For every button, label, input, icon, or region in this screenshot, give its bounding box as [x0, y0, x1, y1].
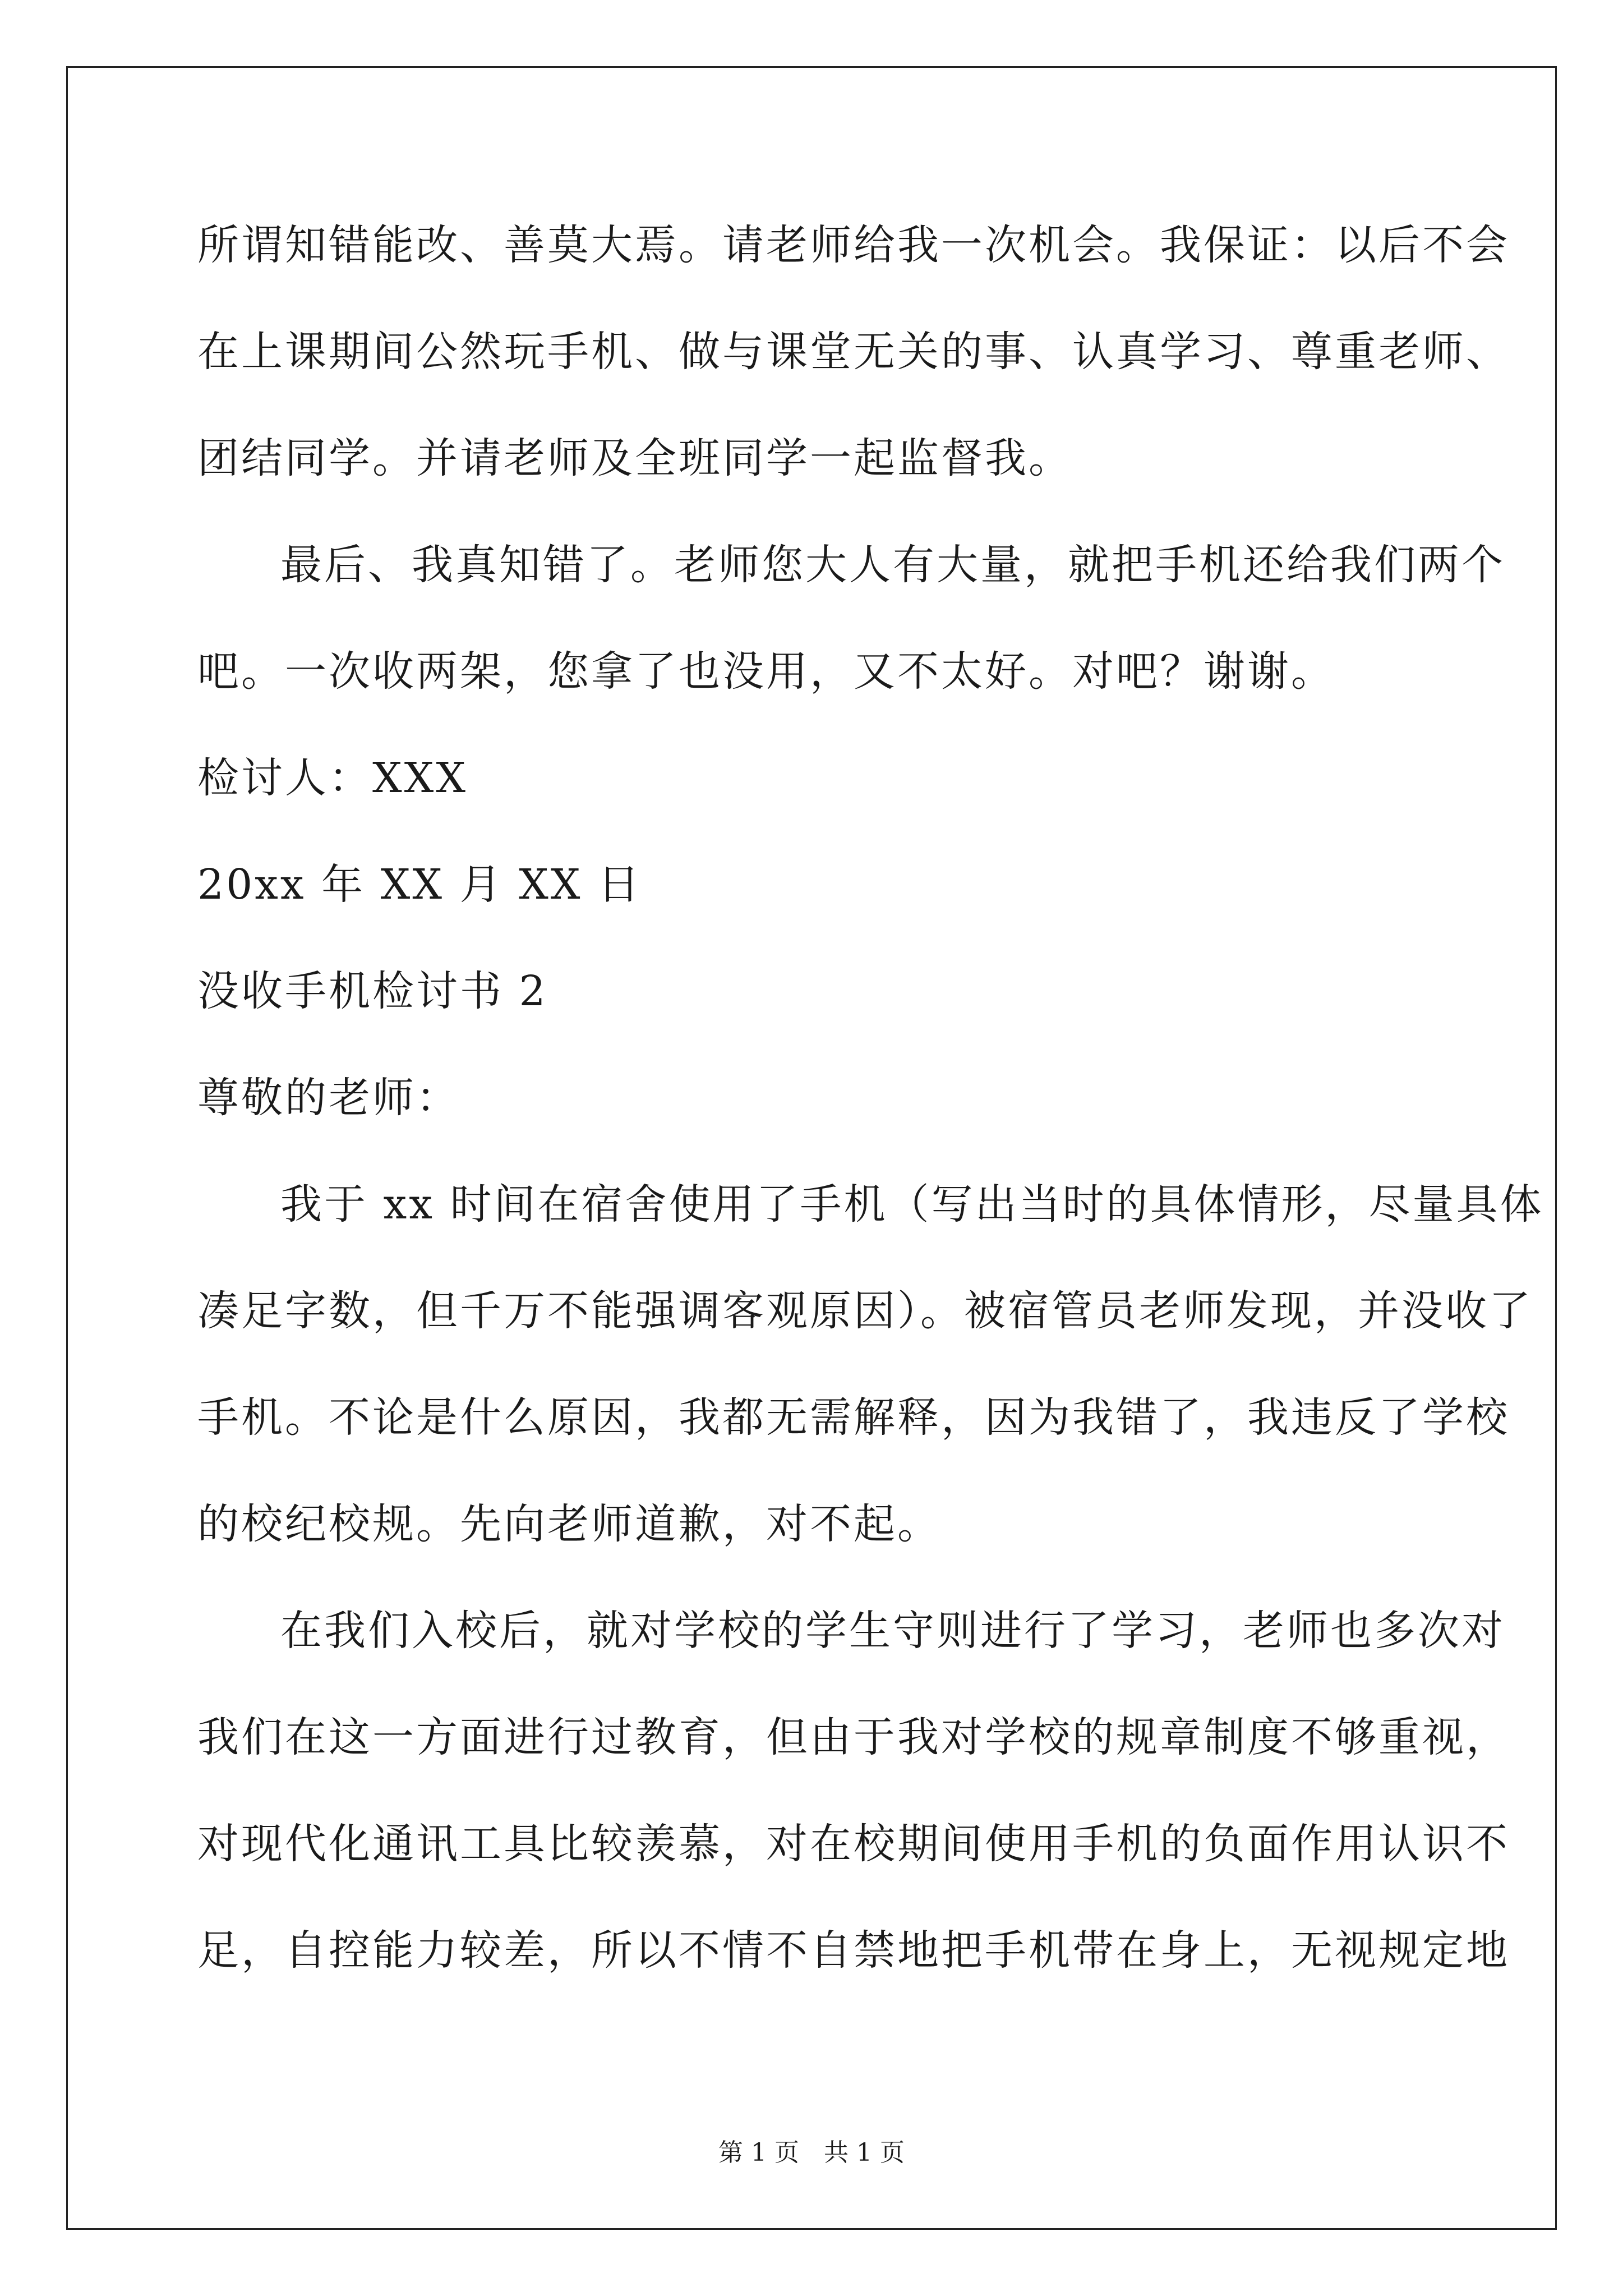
text-line: 足，自控能力较差，所以不情不自禁地把手机带在身上，无视规定地 — [197, 1926, 1510, 1975]
text-line: 的校纪校规。先向老师道歉，对不起。 — [197, 1500, 941, 1548]
text-line: 团结同学。并请老师及全班同学一起监督我。 — [197, 434, 1072, 482]
text-line: 我们在这一方面进行过教育，但由于我对学校的规章制度不够重视， — [197, 1713, 1510, 1761]
signature-line: 检讨人：XXX — [197, 754, 468, 802]
page-footer: 第 1 页 共 1 页 — [718, 2138, 905, 2167]
paragraph-start-line: 最后、我真知错了。老师您大人有大量，就把手机还给我们两个 — [280, 541, 1505, 589]
page-border — [66, 66, 1557, 2230]
section-title: 没收手机检讨书 2 — [197, 967, 548, 1015]
date-line: 20xx 年 XX 月 XX 日 — [197, 861, 642, 909]
paragraph-start-line: 在我们入校后，就对学校的学生守则进行了学习，老师也多次对 — [280, 1607, 1505, 1655]
text-line: 手机。不论是什么原因，我都无需解释，因为我错了，我违反了学校 — [197, 1393, 1510, 1442]
salutation: 尊敬的老师： — [197, 1074, 460, 1122]
text-line: 凑足字数，但千万不能强调客观原因）。被宿管员老师发现，并没收了 — [197, 1287, 1533, 1335]
text-line: 对现代化通讯工具比较羡慕，对在校期间使用手机的负面作用认识不 — [197, 1820, 1510, 1868]
text-line: 所谓知错能改、善莫大焉。请老师给我一次机会。我保证：以后不会 — [197, 221, 1510, 269]
text-line: 吧。一次收两架，您拿了也没用，又不太好。对吧？谢谢。 — [197, 647, 1335, 696]
paragraph-start-line: 我于 xx 时间在宿舍使用了手机（写出当时的具体情形，尽量具体 — [280, 1180, 1544, 1228]
text-line: 在上课期间公然玩手机、做与课堂无关的事、认真学习、尊重老师、 — [197, 328, 1510, 376]
